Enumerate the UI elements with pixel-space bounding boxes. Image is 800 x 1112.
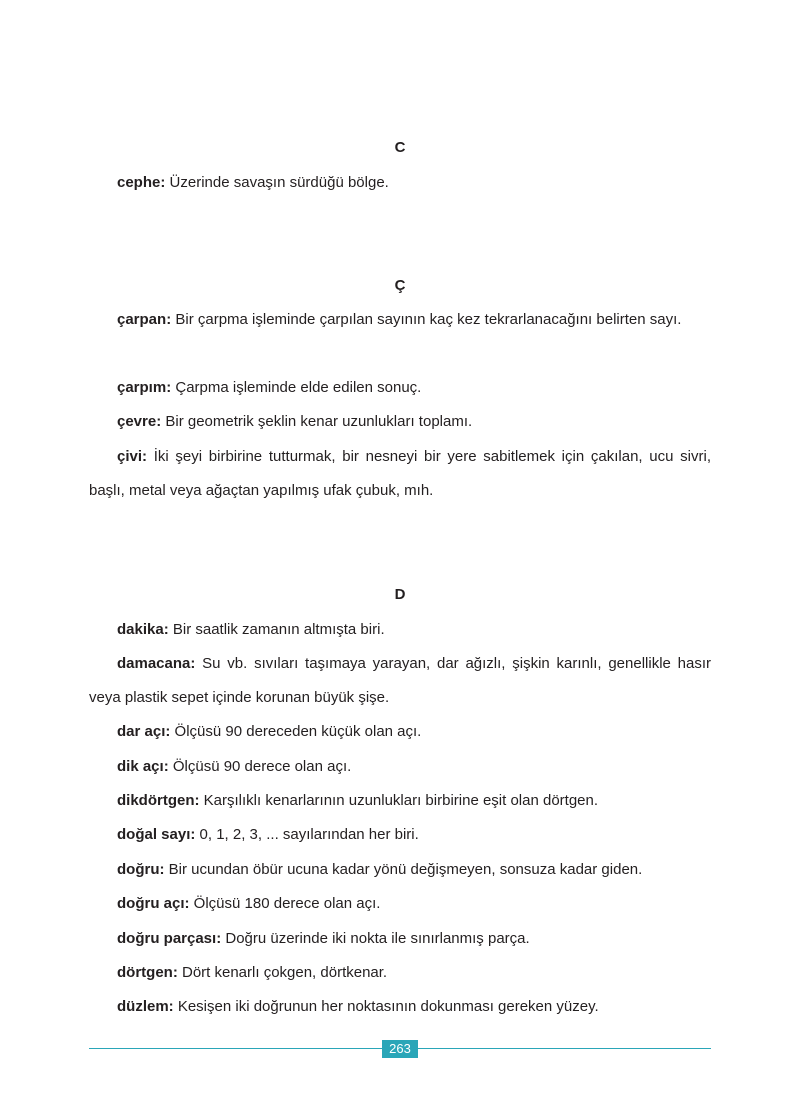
entry-definition: Su vb. sıvıları taşımaya yarayan, dar ağızlı, şişkin karınlı, genellikle hasır veya plastik sepet içinde korunan büyük şişe. bbox=[89, 655, 711, 706]
glossary-entry-cevre bbox=[89, 405, 711, 439]
entry-definition: Ölçüsü 90 derece olan açı. bbox=[168, 758, 352, 775]
glossary-entry-cephe bbox=[89, 166, 711, 200]
entry-term: doğal sayı: bbox=[117, 826, 196, 843]
entry-definition: Bir çarpma işleminde çarpılan sayının kaç kez tekrarlanacağını belirten sayı. bbox=[171, 311, 682, 328]
entry-definition: Doğru üzerinde iki nokta ile sınırlanmış parça. bbox=[221, 930, 530, 947]
entry-term: düzlem: bbox=[117, 998, 174, 1015]
entry-definition: Çarpma işleminde elde edilen sonuç. bbox=[171, 379, 422, 396]
entry-term: dakika: bbox=[117, 621, 169, 638]
glossary-entry-civi bbox=[89, 440, 711, 508]
entry-term: damacana: bbox=[117, 655, 196, 672]
glossary-entry-carpim bbox=[89, 371, 711, 405]
entry-definition: Bir saatlik zamanın altmışta biri. bbox=[168, 621, 385, 638]
glossary-entry-dogru bbox=[89, 853, 711, 887]
glossary-entry-duzlem bbox=[89, 990, 711, 1024]
entry-term: doğru parçası: bbox=[117, 930, 222, 947]
entry-definition: Karşılıklı kenarlarının uzunlukları birbirine eşit olan dörtgen. bbox=[199, 792, 599, 809]
glossary-entry-damacana bbox=[89, 647, 711, 715]
entry-term: çevre: bbox=[117, 413, 162, 430]
glossary-entry-dikdortgen bbox=[89, 784, 711, 818]
entry-term: çarpan: bbox=[117, 311, 172, 328]
section-heading-cc: Ç bbox=[394, 277, 406, 294]
entry-term: çarpım: bbox=[117, 379, 172, 396]
page-number-badge: 263 bbox=[382, 1040, 418, 1058]
glossary-entry-dik-aci bbox=[89, 750, 711, 784]
glossary-entry-dogal-sayi bbox=[89, 818, 711, 852]
entry-definition: İki şeyi birbirine tutturmak, bir nesneyi bir yere sabitlemek için çakılan, ucu sivri, başlı, metal veya ağaçtan yapılmış ufak çubuk, mıh. bbox=[89, 448, 711, 499]
glossary-entry-dar-aci bbox=[89, 715, 711, 749]
section-heading-d: D bbox=[394, 586, 406, 603]
entry-definition: Dört kenarlı çokgen, dörtkenar. bbox=[177, 964, 388, 981]
glossary-entry-dakika bbox=[89, 613, 711, 647]
entry-term: cephe: bbox=[117, 174, 166, 191]
entry-definition: Bir ucundan öbür ucuna kadar yönü değişmeyen, sonsuza kadar giden. bbox=[164, 861, 643, 878]
entry-definition: Bir geometrik şeklin kenar uzunlukları toplamı. bbox=[161, 413, 473, 430]
entry-term: dar açı: bbox=[117, 723, 171, 740]
glossary-entry-dogru-aci bbox=[89, 887, 711, 921]
entry-term: doğru: bbox=[117, 861, 165, 878]
entry-definition: Ölçüsü 180 derece olan açı. bbox=[189, 895, 381, 912]
entry-term: dörtgen: bbox=[117, 964, 178, 981]
section-heading-c: C bbox=[394, 139, 406, 156]
entry-definition: Üzerinde savaşın sürdüğü bölge. bbox=[165, 174, 389, 191]
entry-term: dikdörtgen: bbox=[117, 792, 200, 809]
entry-term: doğru açı: bbox=[117, 895, 190, 912]
entry-term: çivi: bbox=[117, 448, 148, 465]
entry-definition: 0, 1, 2, 3, ... sayılarından her biri. bbox=[195, 826, 419, 843]
entry-definition: Ölçüsü 90 dereceden küçük olan açı. bbox=[170, 723, 422, 740]
glossary-entry-carpan bbox=[89, 303, 711, 337]
entry-definition: Kesişen iki doğrunun her noktasının dokunması gereken yüzey. bbox=[173, 998, 599, 1015]
entry-term: dik açı: bbox=[117, 758, 169, 775]
glossary-entry-dogru-parcasi bbox=[89, 922, 711, 956]
glossary-entry-dortgen bbox=[89, 956, 711, 990]
